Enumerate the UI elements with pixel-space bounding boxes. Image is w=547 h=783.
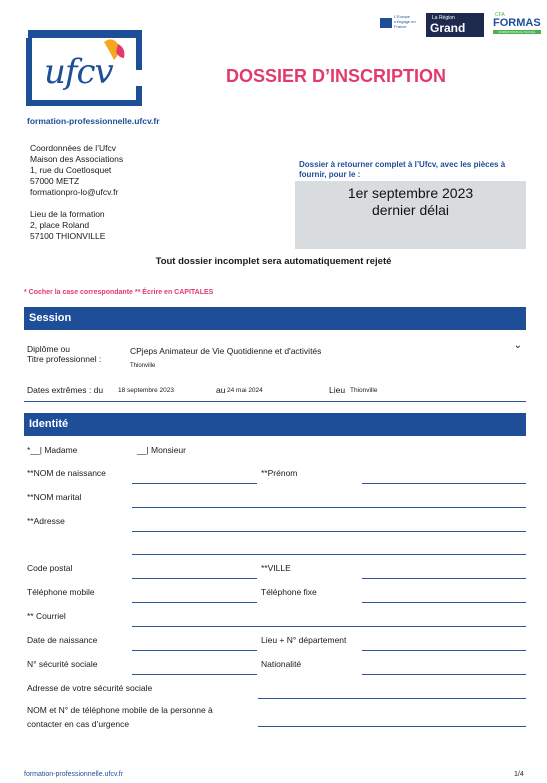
identity-header <box>24 413 526 436</box>
date-from-field[interactable]: 18 septembre 2023 <box>118 387 175 394</box>
place-label: Lieu <box>329 385 346 395</box>
website-link[interactable]: formation-professionnelle.ufcv.fr <box>27 116 160 126</box>
europe-logo-text: L'Europe s'engage en France <box>394 14 416 29</box>
grand-est-logo <box>426 13 484 49</box>
postcode-field[interactable] <box>132 578 257 579</box>
contact-email[interactable]: formationpro-lo@ufcv.fr <box>30 187 119 197</box>
emergency-contact-field[interactable] <box>258 726 526 727</box>
monsieur-checkbox[interactable]: __| Monsieur <box>137 445 186 455</box>
page-title: DOSSIER D’INSCRIPTION <box>226 66 447 86</box>
birth-place-label: Lieu + N° département <box>261 635 347 645</box>
social-security-address-field[interactable] <box>258 698 526 699</box>
footer-website[interactable]: formation-professionnelle.ufcv.fr <box>24 771 124 778</box>
instruction-note: * Cocher la case correspondante ** Écrire en CAPITALES <box>24 289 214 296</box>
location-line: 57100 THIONVILLE <box>30 231 106 241</box>
grand-est-small: La Région <box>432 15 455 21</box>
formas-tag: FORMATIONS DU SOCIAL <box>493 30 541 34</box>
deadline-date: 1er septembre 2023 <box>347 185 474 201</box>
married-name-field[interactable] <box>132 507 526 508</box>
session-heading: Session <box>29 312 72 324</box>
emergency-label-line: NOM et N° de téléphone mobile de la personne à <box>27 705 213 715</box>
contact-line: 57000 METZ <box>30 176 80 186</box>
social-security-address-label: Adresse de votre sécurité sociale <box>27 683 153 693</box>
diploma-city: Thionville <box>130 363 156 369</box>
landline-label: Téléphone fixe <box>261 587 317 597</box>
diploma-label <box>27 344 101 364</box>
location-block <box>30 209 105 242</box>
contact-line: Coordonnées de l’Ufcv <box>30 143 116 153</box>
first-name-field[interactable] <box>362 483 526 484</box>
emergency-contact-label <box>27 703 213 731</box>
birth-date-field[interactable] <box>132 650 257 651</box>
emergency-label-line: contacter en cas d’urgence <box>27 719 130 729</box>
social-security-label: N° sécurité sociale <box>27 659 98 669</box>
nationality-label: Nationalité <box>261 659 302 669</box>
formas-big: FORMAS <box>493 17 541 29</box>
europe-logo <box>380 14 414 38</box>
deadline-box <box>295 181 526 249</box>
formas-small: CFA <box>495 12 505 18</box>
married-name-label: **NOM marital <box>27 492 82 502</box>
session-header <box>24 307 526 330</box>
first-name-label: **Prénom <box>261 468 298 478</box>
deadline-note: dernier délai <box>371 202 450 218</box>
location-line: 2, place Roland <box>30 220 90 230</box>
deadline-intro: Dossier à retourner complet à l’Ufcv, avec les pièces à fournir, pour le : <box>299 160 506 179</box>
social-security-field[interactable] <box>132 674 257 675</box>
logo-text: ufcv <box>44 52 113 92</box>
email-field[interactable] <box>132 626 526 627</box>
landline-field[interactable] <box>362 602 526 603</box>
mobile-label: Téléphone mobile <box>27 587 95 597</box>
date-to-label: au <box>216 385 226 395</box>
formas-logo <box>493 12 541 38</box>
contact-line: Maison des Associations <box>30 154 124 164</box>
chevron-down-icon[interactable]: ⌄ <box>513 340 522 351</box>
address-field-2[interactable] <box>132 554 526 555</box>
nationality-field[interactable] <box>362 674 526 675</box>
birth-date-label: Date de naissance <box>27 635 98 645</box>
email-label: ** Courriel <box>27 611 66 621</box>
place-field[interactable]: Thionville <box>350 387 378 394</box>
madame-checkbox[interactable]: *__| Madame <box>27 445 78 455</box>
birth-place-field[interactable] <box>362 650 526 651</box>
contact-line: 1, rue du Coetlosquet <box>30 165 112 175</box>
contact-block <box>30 143 123 198</box>
diploma-label-line: Titre professionnel : <box>27 354 102 364</box>
city-field[interactable] <box>362 578 526 579</box>
date-to-field[interactable]: 24 mai 2024 <box>227 387 263 394</box>
identity-heading: Identité <box>29 418 69 430</box>
ufcv-logo <box>26 30 142 106</box>
session-divider <box>24 401 526 402</box>
location-line: Lieu de la formation <box>30 209 105 219</box>
page-number: 1/4 <box>514 771 524 778</box>
diploma-select[interactable] <box>130 341 526 355</box>
diploma-label-line: Diplôme ou <box>27 344 70 354</box>
mobile-field[interactable] <box>132 602 257 603</box>
birth-name-label: **NOM de naissance <box>27 468 106 478</box>
incomplete-warning: Tout dossier incomplet sera automatiquement rejeté <box>155 256 392 267</box>
birth-name-field[interactable] <box>132 483 257 484</box>
grand-est-big: Grand Est <box>430 21 466 49</box>
address-field-1[interactable] <box>132 531 526 532</box>
city-label: **VILLE <box>261 563 291 573</box>
address-label: **Adresse <box>27 516 65 526</box>
postcode-label: Code postal <box>27 563 73 573</box>
dates-label: Dates extrêmes : du <box>27 385 104 395</box>
diploma-value: CPjeps Animateur de Vie Quotidienne et d'activités <box>130 346 322 356</box>
